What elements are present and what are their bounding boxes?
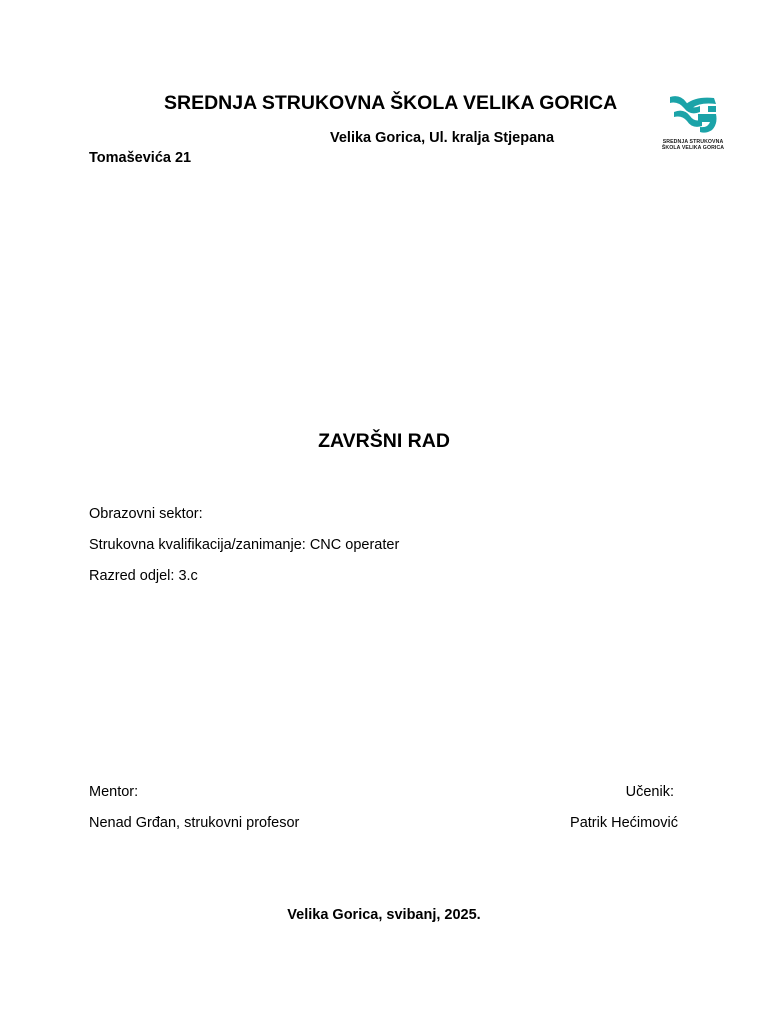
place-and-date: Velika Gorica, svibanj, 2025. [287,907,481,923]
education-sector: Obrazovni sektor: [89,506,203,522]
logo-text-line2: ŠKOLA VELIKA GORICA [661,145,725,151]
student-label: Učenik: [625,784,674,800]
logo-text-line1: SREDNJA STRUKOVNA [662,139,724,145]
mentor-name: Nenad Grđan, strukovni profesor [89,815,300,831]
address-line-2: Tomaševića 21 [89,150,192,166]
class-section: Razred odjel: 3.c [89,568,198,584]
school-logo [656,94,730,156]
document-title: ZAVRŠNI RAD [318,430,450,452]
school-name: SREDNJA STRUKOVNA ŠKOLA VELIKA GORICA [164,92,618,114]
address-line-1: Velika Gorica, Ul. kralja Stjepana [330,130,555,146]
student-name: Patrik Hećimović [570,815,678,831]
qualification: Strukovna kvalifikacija/zanimanje: CNC operater [89,537,400,553]
mentor-label: Mentor: [89,784,139,800]
school-logo-icon [656,94,730,138]
